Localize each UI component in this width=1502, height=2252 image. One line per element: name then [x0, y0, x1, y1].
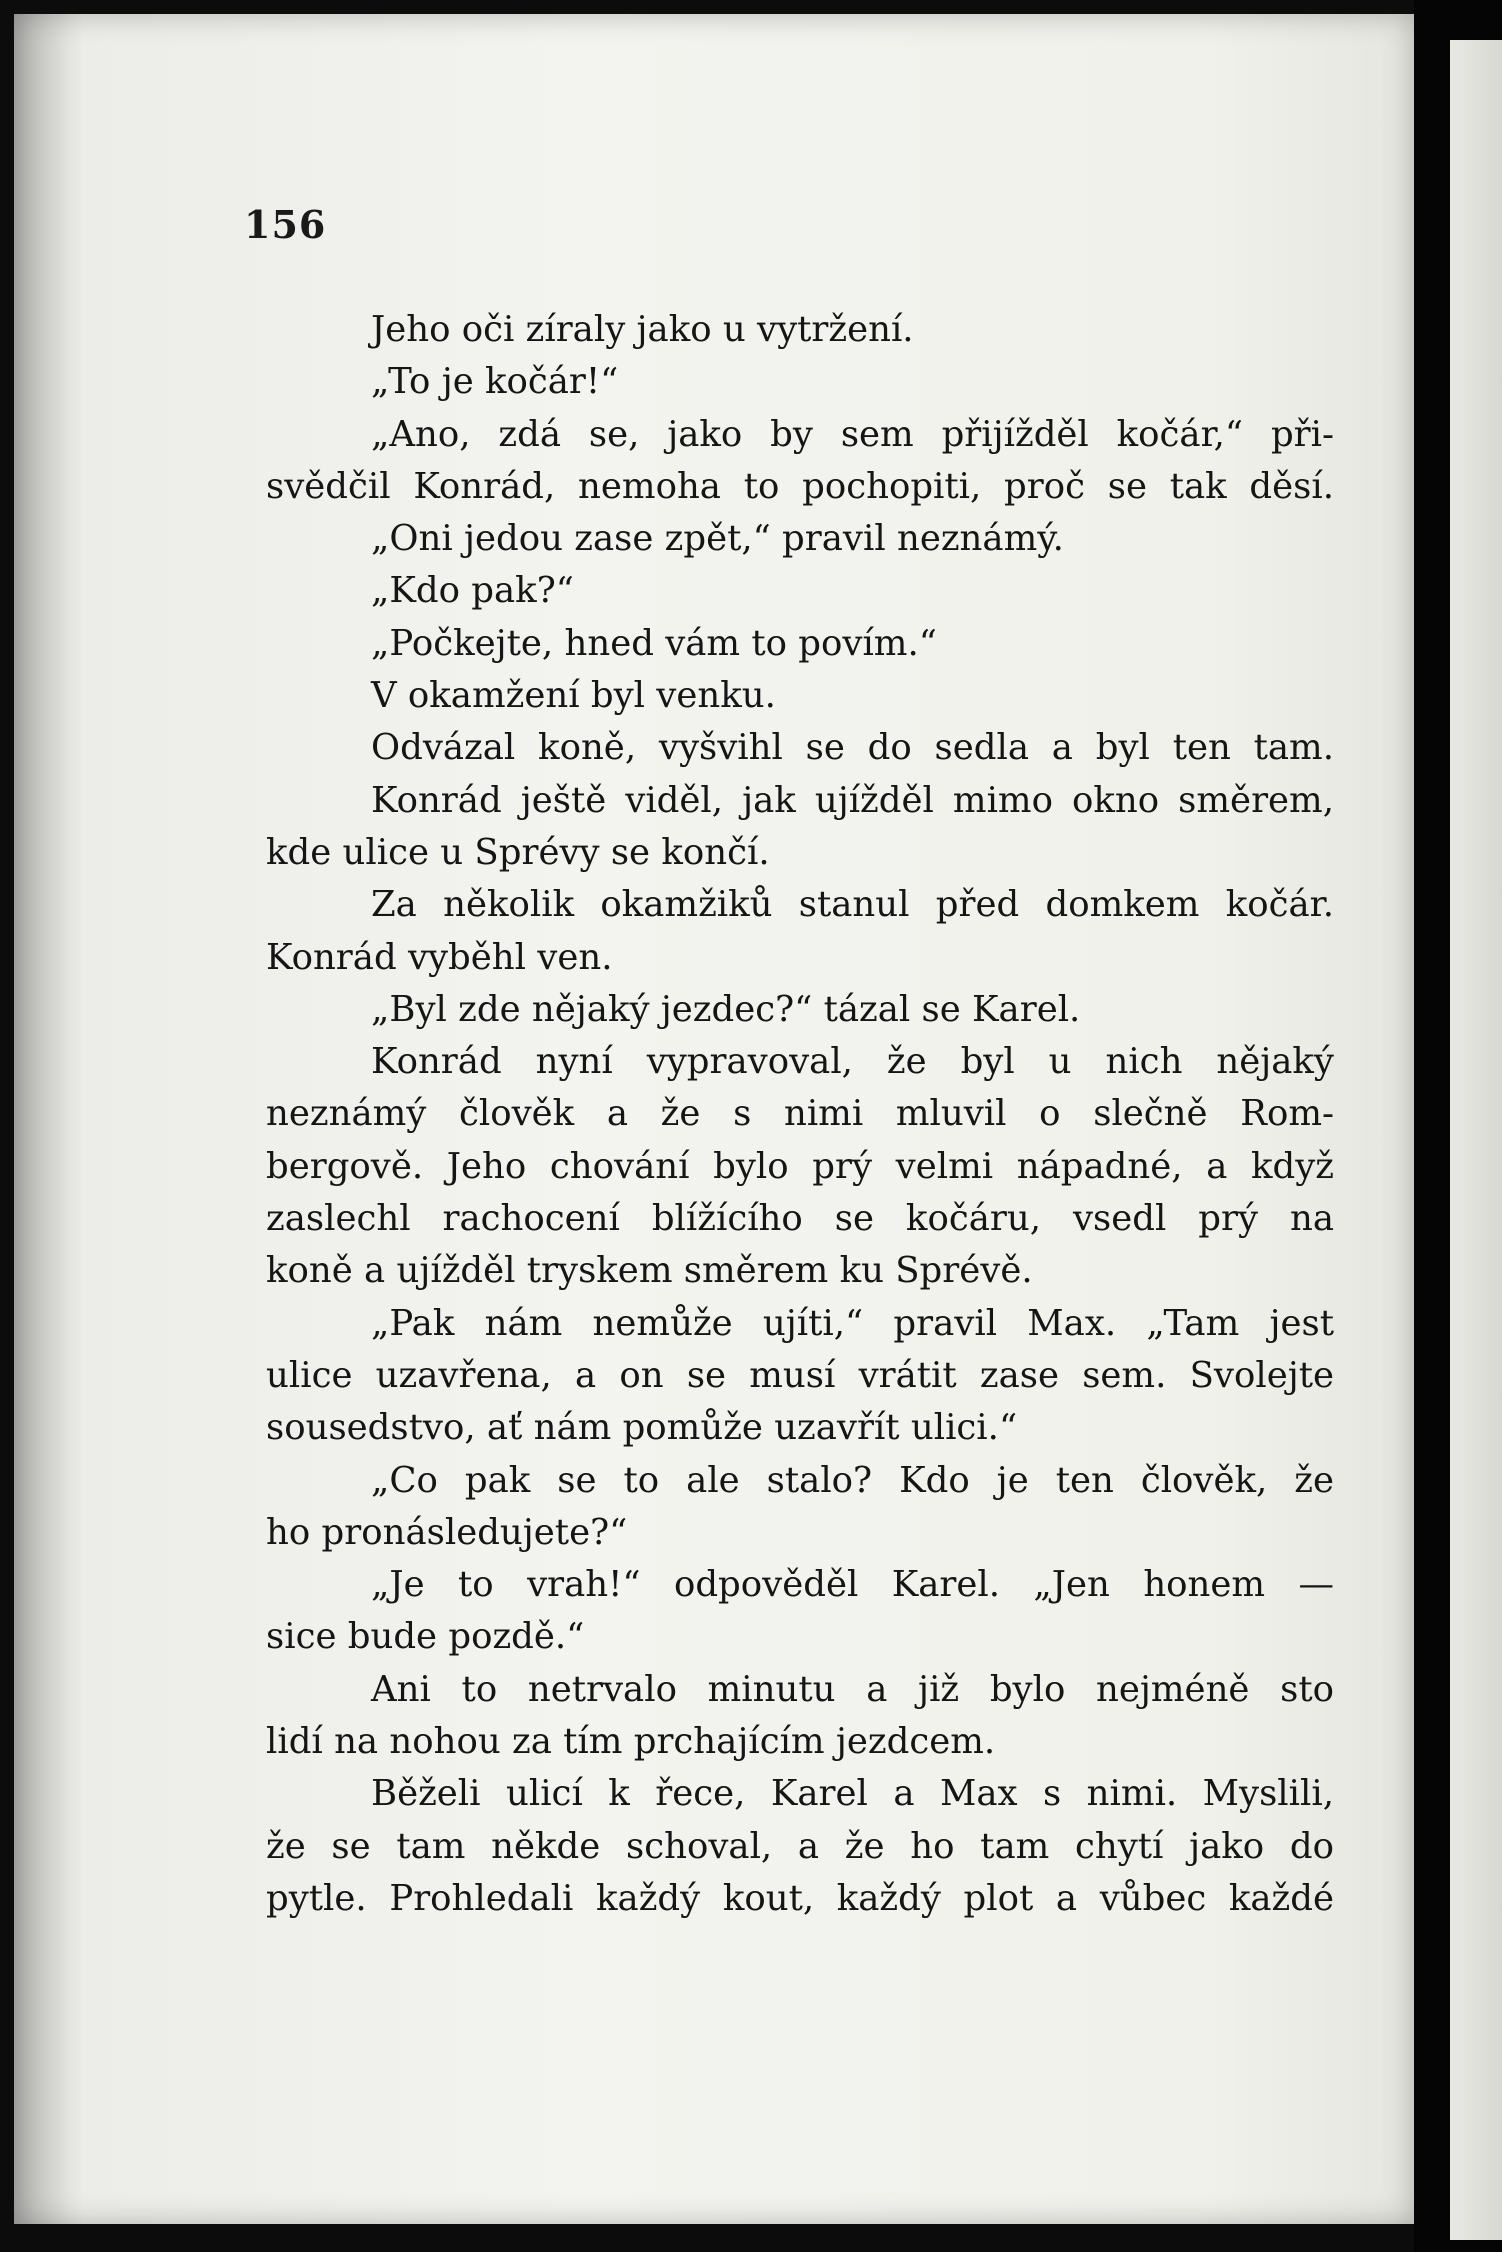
text-line: Jeho oči zíraly jako u vytržení.	[371, 309, 914, 350]
page-number: 156	[244, 202, 327, 247]
text-line: koně a ujížděl tryskem směrem ku Sprévě.	[266, 1250, 1033, 1292]
text-line: neznámý člověk a že s nimi mluvil o slečně Rom-	[266, 1093, 1334, 1135]
next-page-edge	[1450, 40, 1502, 2240]
text-line: „Co pak se to ale stalo? Kdo je ten člověk, že	[371, 1459, 1334, 1501]
text-line: zaslechl rachocení blížícího se kočáru, vsedl prý na	[266, 1198, 1334, 1240]
text-line: Odvázal koně, vyšvihl se do sedla a byl ten tam.	[371, 727, 1334, 769]
text-line: „Kdo pak?“	[371, 570, 574, 612]
text-line: „Byl zde nějaký jezdec?“ tázal se Karel.	[371, 988, 1081, 1030]
text-line: sousedstvo, ať nám pomůže uzavřít ulici.“	[266, 1407, 1018, 1449]
text-line: „To je kočár!“	[371, 361, 619, 403]
text-line: že se tam někde schoval, a že ho tam chytí jako do	[266, 1825, 1334, 1867]
text-line: „Oni jedou zase zpět,“ pravil neznámý.	[371, 518, 1064, 560]
text-line: Ani to netrvalo minutu a již bylo nejméně sto	[371, 1668, 1334, 1710]
text-line: kde ulice u Sprévy se končí.	[266, 831, 770, 873]
text-line: „Pak nám nemůže ujíti,“ pravil Max. „Tam jest	[371, 1302, 1334, 1344]
text-line: „Počkejte, hned vám to povím.“	[371, 622, 937, 664]
text-line: „Je to vrah!“ odpověděl Karel. „Jen honem —	[371, 1564, 1334, 1606]
text-line: Konrád nyní vypravoval, že byl u nich nějaký	[371, 1041, 1334, 1083]
text-line: lidí na nohou za tím prchajícím jezdcem.	[266, 1721, 996, 1763]
text-line: bergově. Jeho chování bylo prý velmi nápadné, a když	[266, 1145, 1334, 1187]
text-line: Konrád ještě viděl, jak ujížděl mimo okno směrem,	[371, 779, 1334, 821]
text-line: sice bude pozdě.“	[266, 1616, 585, 1658]
text-line: Za několik okamžiků stanul před domkem kočár.	[371, 884, 1334, 926]
text-line: Konrád vyběhl ven.	[266, 936, 613, 978]
book-page	[14, 14, 1414, 2224]
text-line: Běželi ulicí k řece, Karel a Max s nimi. Myslili,	[371, 1773, 1334, 1815]
text-line: svědčil Konrád, nemoha to pochopiti, proč se tak děsí.	[266, 465, 1334, 507]
text-line: pytle. Prohledali každý kout, každý plot a vůbec každé	[266, 1877, 1334, 1919]
text-line: ho pronásledujete?“	[266, 1511, 628, 1553]
body-text	[266, 304, 1334, 1925]
text-line: ulice uzavřena, a on se musí vrátit zase sem. Svolejte	[266, 1354, 1334, 1396]
text-line: V okamžení byl venku.	[371, 675, 776, 717]
text-line: „Ano, zdá se, jako by sem přijížděl kočár,“ při-	[371, 413, 1334, 455]
